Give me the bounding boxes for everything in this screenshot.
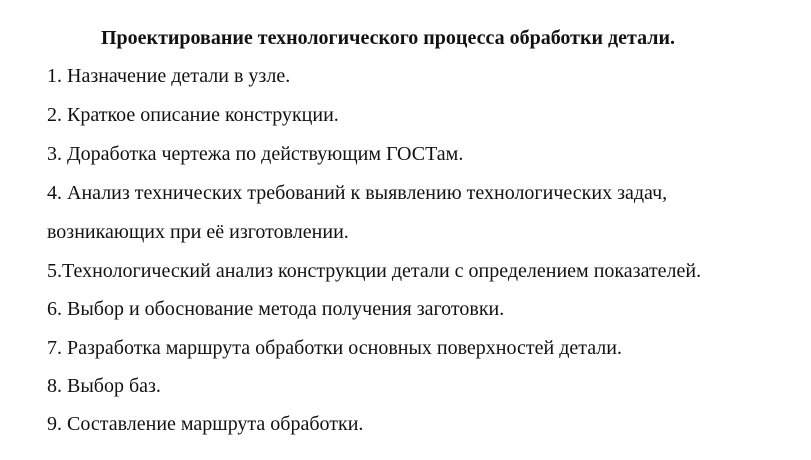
list-item-9: 9. Составление маршрута обработки. [47,413,364,435]
list-item-4-line-1: 4. Анализ технических требований к выявлению технологических задач, [47,182,668,204]
list-item-4-line-2: возникающих при её изготовлении. [47,221,349,243]
document-title: Проектирование технологического процесса обработки детали. [101,27,676,49]
list-item-1: 1. Назначение детали в узле. [47,65,291,87]
list-item-5: 5.Технологический анализ конструкции детали с определением показателей. [47,260,702,282]
list-item-8: 8. Выбор баз. [47,375,161,397]
list-item-6: 6. Выбор и обоснование метода получения заготовки. [47,298,505,320]
list-item-3: 3. Доработка чертежа по действующим ГОСТам. [47,143,464,165]
list-item-7: 7. Разработка маршрута обработки основных поверхностей детали. [47,337,622,359]
list-item-2: 2. Краткое описание конструкции. [47,104,339,126]
